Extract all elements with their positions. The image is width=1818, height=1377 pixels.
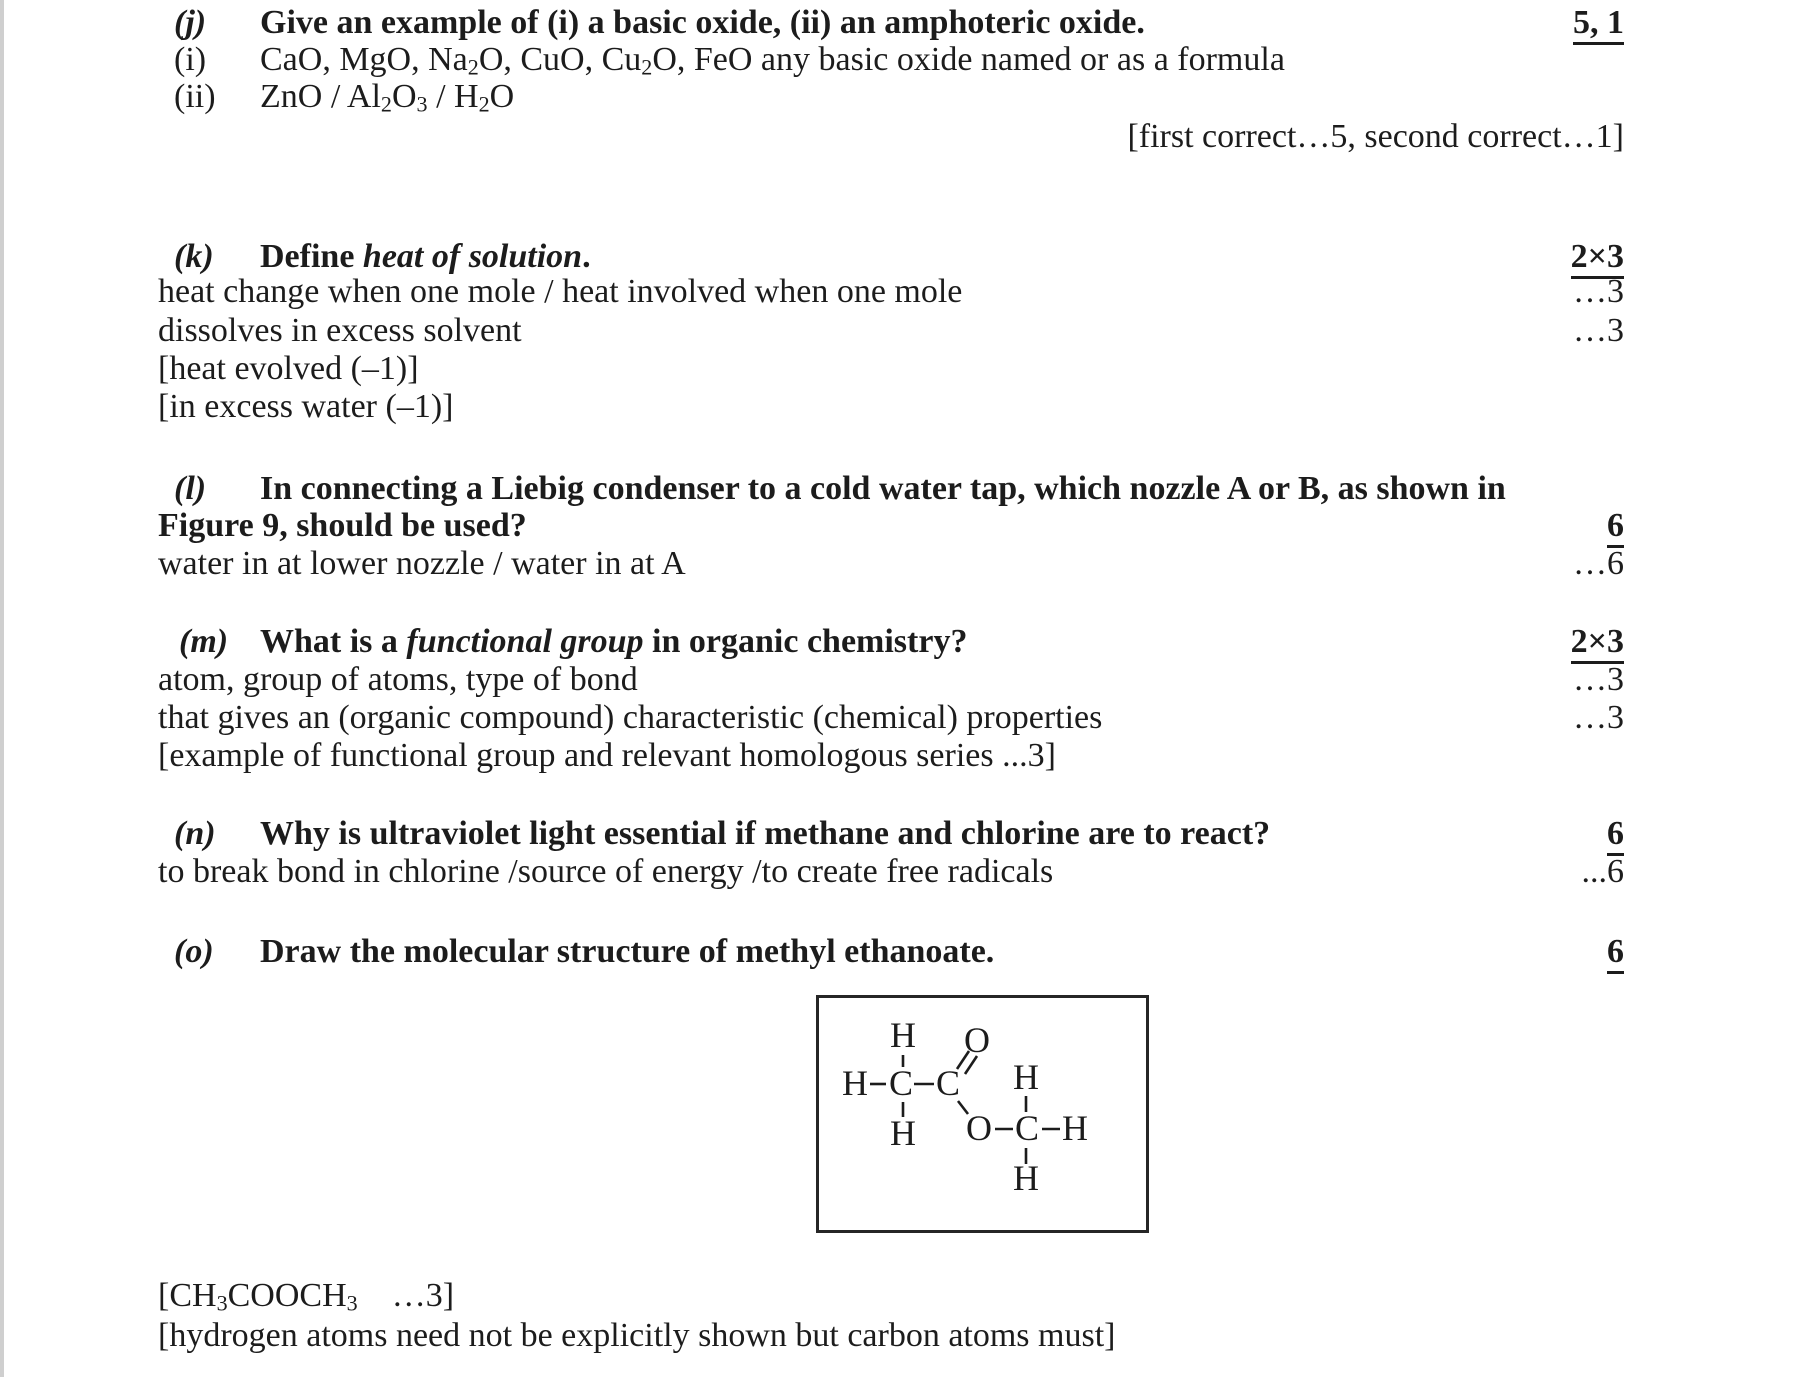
question-text: Define heat of solution. [260, 238, 591, 275]
answer-row [0, 853, 1818, 891]
part-label: (i) [174, 41, 207, 78]
question-row-j [0, 4, 1818, 42]
question-row-l [0, 470, 1818, 508]
question-label: (o) [174, 933, 214, 970]
question-row-o [0, 933, 1818, 971]
answer-text: CaO, MgO, Na2O, CuO, Cu2O, FeO any basic oxide named or as a formula [260, 41, 1285, 80]
answer-text: [example of functional group and relevant homologous series ...3] [158, 737, 1056, 774]
question-row-k [0, 238, 1818, 276]
footnote-note: [hydrogen atoms need not be explicitly shown but carbon atoms must] [158, 1317, 1116, 1354]
answer-mark: …6 [1573, 545, 1624, 582]
atom-H: H [1013, 1057, 1039, 1097]
question-row-l-2 [0, 507, 1818, 545]
part-label: (ii) [174, 78, 216, 115]
atom-C: C [935, 1063, 961, 1103]
answer-mark: …3 [1573, 699, 1624, 736]
answer-row [0, 545, 1818, 583]
molecule-box [816, 995, 1149, 1233]
atom-H: H [890, 1015, 916, 1055]
answer-mark: …3 [1573, 312, 1624, 349]
answer-mark: …3 [1573, 661, 1624, 698]
question-text: What is a functional group in organic chemistry? [260, 623, 968, 660]
answer-row [0, 661, 1818, 699]
note-row-j [0, 118, 1818, 156]
answer-row [0, 273, 1818, 311]
marks-badge: 5, 1 [1573, 4, 1624, 45]
answer-text: to break bond in chlorine /source of energy /to create free radicals [158, 853, 1054, 890]
marks-badge: 2×3 [1571, 623, 1624, 664]
question-label: (m) [179, 623, 229, 660]
answer-row [0, 699, 1818, 737]
answer-text: atom, group of atoms, type of bond [158, 661, 638, 698]
atom-H: H [842, 1063, 868, 1103]
question-label: (n) [174, 815, 216, 852]
atom-H: H [1013, 1158, 1039, 1198]
atom-H: H [890, 1113, 916, 1153]
answer-text: [in excess water (–1)] [158, 388, 454, 425]
footnote-formula: [CH3COOCH3 …3] [158, 1277, 455, 1316]
note-text: [first correct…5, second correct…1] [1127, 118, 1624, 155]
marks-badge: 6 [1607, 933, 1624, 974]
answer-row [0, 350, 1818, 388]
footnote-row [0, 1277, 1818, 1315]
question-text: Draw the molecular structure of methyl ethanoate. [260, 933, 995, 970]
atom-C: C [1014, 1108, 1040, 1148]
question-text: Give an example of (i) a basic oxide, (ii) an amphoteric oxide. [260, 4, 1145, 41]
atom-O: O [964, 1020, 990, 1060]
answer-row-j-ii [0, 78, 1818, 116]
marks-badge: 2×3 [1571, 238, 1624, 279]
question-text: Figure 9, should be used? [158, 507, 527, 544]
molecule-structure [819, 998, 1146, 1230]
question-text: Why is ultraviolet light essential if methane and chlorine are to react? [260, 815, 1271, 852]
question-label: (l) [174, 470, 207, 507]
question-row-m [0, 623, 1818, 661]
answer-text: water in at lower nozzle / water in at A [158, 545, 686, 582]
question-text: In connecting a Liebig condenser to a cold water tap, which nozzle A or B, as shown in [260, 470, 1506, 507]
answer-text: ZnO / Al2O3 / H2O [260, 78, 515, 117]
question-label: (j) [174, 4, 207, 41]
answer-text: [heat evolved (–1)] [158, 350, 419, 387]
answer-text: dissolves in excess solvent [158, 312, 522, 349]
answer-row-j-i [0, 41, 1818, 79]
question-row-n [0, 815, 1818, 853]
answer-text: that gives an (organic compound) characteristic (chemical) properties [158, 699, 1103, 736]
atom-C: C [888, 1063, 914, 1103]
answer-row [0, 312, 1818, 350]
footnote-row [0, 1317, 1818, 1355]
answer-mark: …3 [1573, 273, 1624, 310]
atom-O: O [966, 1108, 992, 1148]
answer-mark: ...6 [1581, 853, 1624, 890]
question-label: (k) [174, 238, 214, 275]
answer-row [0, 737, 1818, 775]
atom-H: H [1062, 1108, 1088, 1148]
answer-text: heat change when one mole / heat involved when one mole [158, 273, 963, 310]
answer-row [0, 388, 1818, 426]
marks-badge: 6 [1607, 507, 1624, 548]
marks-badge: 6 [1607, 815, 1624, 856]
